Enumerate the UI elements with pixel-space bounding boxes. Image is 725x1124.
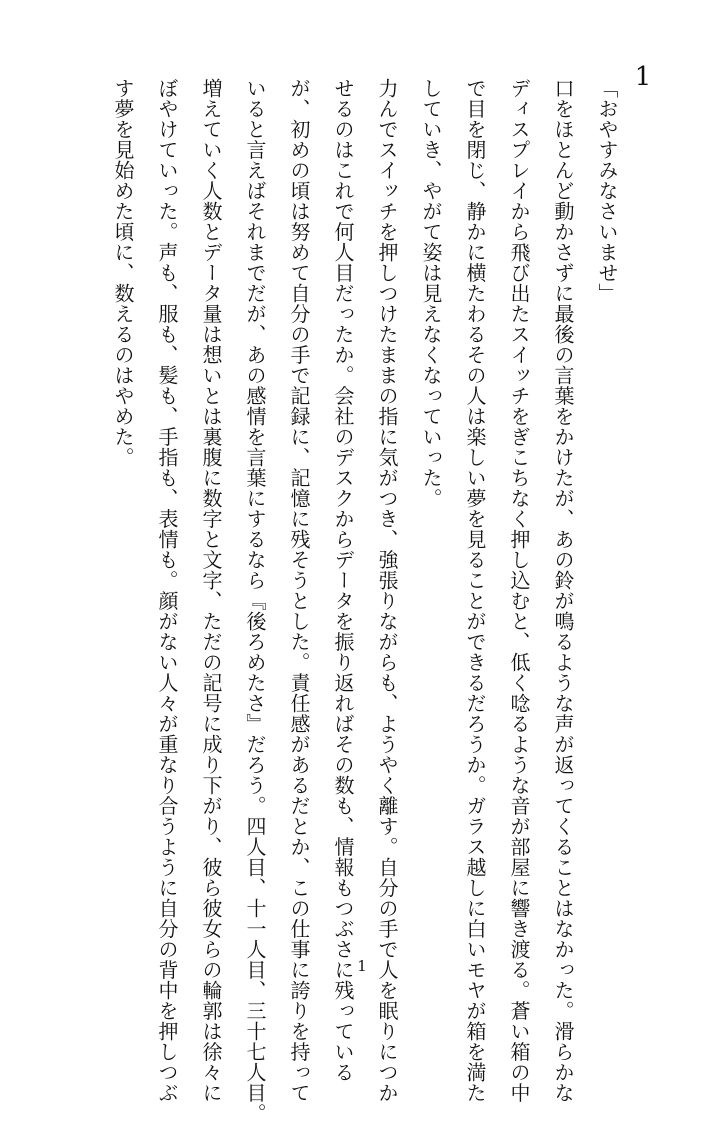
text-line: 力んでスイッチを押しつけたままの指に気がつき、強張りながらも、ようやく離す。自分の手で人を眠りにつか bbox=[375, 78, 399, 1103]
text-line: 「おやすみなさいませ」 bbox=[595, 78, 619, 304]
text-line: せるのはこれで何人目だったか。会社のデスクからデータを振り返ればその数も、情報もつぶさに残っている bbox=[331, 78, 355, 1083]
text-line: 増えていく人数とデータ量は想いとは裏腹に数字と文字、ただの記号に成り下がり、彼ら彼女らの輪郭は徐々に bbox=[199, 78, 223, 1103]
text-line: ぼやけていった。声も、服も、髪も、手指も、表情も。顔がない人々が重なり合うように自分の背中を押しつぶ bbox=[155, 78, 179, 1103]
text-line: いると言えばそれまでだが、あの感情を言葉にするなら『後ろめたさ』だろう。四人目、十一人目、三十七人目。 bbox=[243, 78, 267, 1124]
text-line: していき、やがて姿は見えなくなっていった。 bbox=[419, 78, 443, 509]
text-line: ディスプレイから飛び出たスイッチをぎこちなく押し込むと、低く唸るような音が部屋に響き渡る。蒼い箱の中 bbox=[507, 78, 531, 1103]
text-line: す夢を見始めた頃に、数えるのはやめた。 bbox=[111, 78, 135, 468]
text-line: で目を閉じ、静かに横たわるその人は楽しい夢を見ることができるだろうか。ガラス越しに白いモヤが箱を満た bbox=[463, 78, 487, 1103]
text-line: が、初めの頃は努めて自分の手で記録に、記憶に残そうとした。責任感があるだとか、この仕事に誇りを持って bbox=[287, 78, 311, 1103]
page-number: 1 bbox=[357, 957, 367, 975]
text-line: 口をほとんど動かさずに最後の言葉をかけたが、あの鈴が鳴るような声が返ってくることはなかった。滑らかな bbox=[551, 78, 575, 1103]
body-text bbox=[101, 78, 629, 1124]
chapter-number: 1 bbox=[634, 62, 652, 92]
